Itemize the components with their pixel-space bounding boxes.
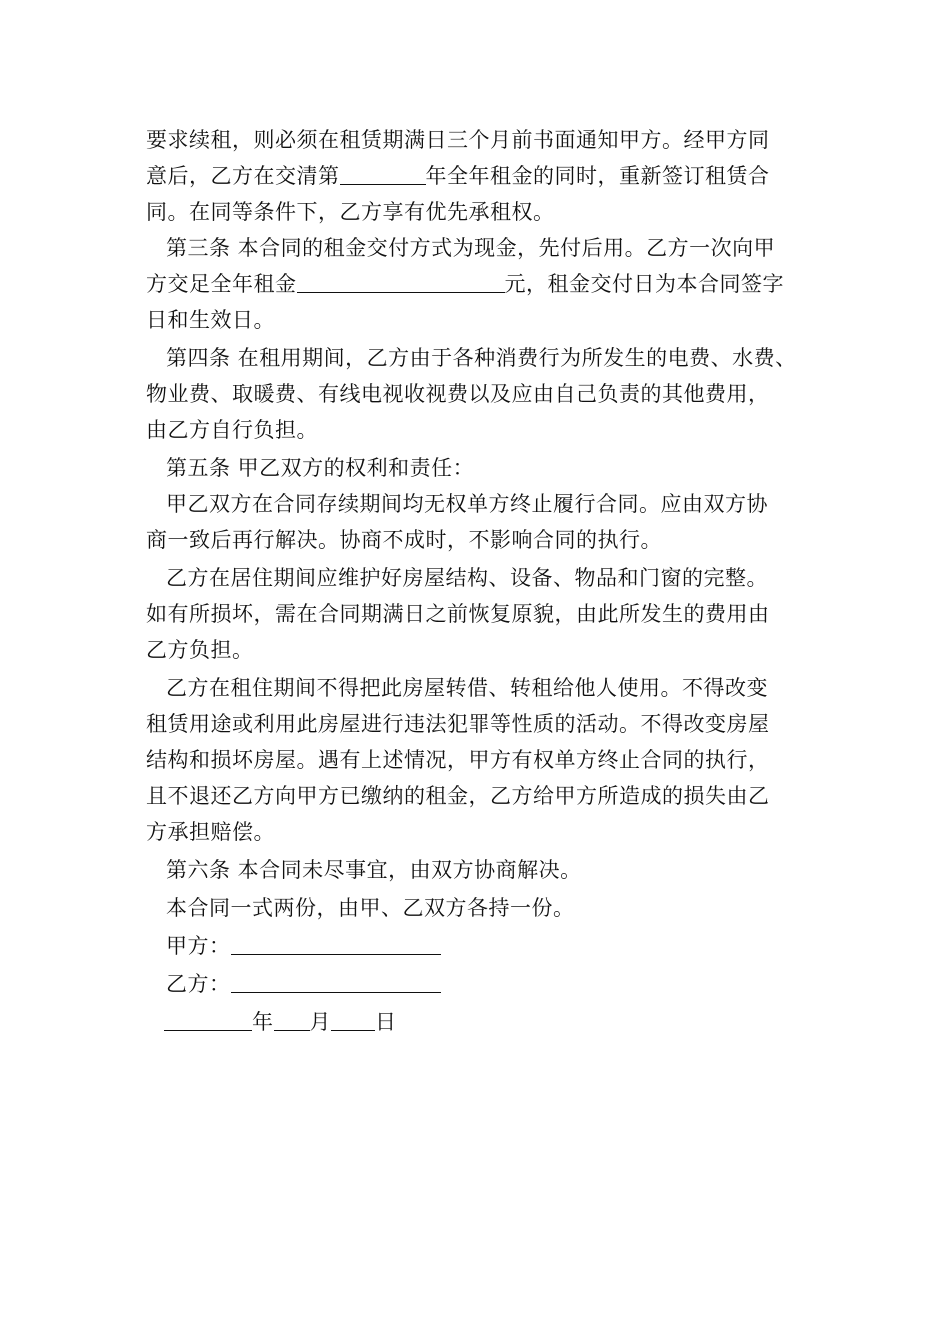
text-line-1 — [146, 126, 770, 154]
article-4-line-3 — [146, 416, 318, 444]
article-4-line-2 — [146, 380, 770, 408]
party-a-signature — [166, 932, 441, 960]
article-5-para-2-line-1 — [166, 564, 768, 592]
article-5-para-3-line-1 — [166, 674, 768, 702]
text: 同。在同等条件下，乙方享有优先承租权。 — [146, 200, 555, 224]
text-line-3 — [146, 198, 555, 226]
text: 第三条 本合同的租金交付方式为现金，先付后用。乙方一次向甲 — [166, 236, 776, 260]
text: 乙方负担。 — [146, 638, 254, 662]
article-5-para-3-line-3 — [146, 746, 770, 774]
article-6 — [166, 856, 582, 884]
year-blank — [340, 164, 426, 185]
text: 要求续租，则必须在租赁期满日三个月前书面通知甲方。经甲方同 — [146, 128, 770, 152]
text: 年全年租金的同时，重新签订租赁合 — [425, 164, 770, 188]
date-line — [164, 1008, 397, 1036]
article-3-line-1 — [166, 234, 775, 262]
article-5-para-1-line-2 — [146, 526, 662, 554]
text: 甲乙双方在合同存续期间均无权单方终止履行合同。应由双方协 — [166, 492, 768, 516]
month-blank — [274, 1010, 310, 1031]
article-3-line-3 — [146, 306, 275, 334]
day-label: 日 — [375, 1010, 397, 1034]
text: 由乙方自行负担。 — [146, 418, 318, 442]
article-5-heading — [166, 454, 474, 482]
text: 方承担赔偿。 — [146, 820, 275, 844]
article-5-para-2-line-2 — [146, 600, 770, 628]
party-b-blank — [231, 972, 441, 993]
text: 乙方在租住期间不得把此房屋转借、转租给他人使用。不得改变 — [166, 676, 768, 700]
article-4-line-1 — [166, 344, 797, 372]
article-5-para-1-line-1 — [166, 490, 768, 518]
rent-amount-blank — [297, 272, 505, 293]
text: 物业费、取暖费、有线电视收视费以及应由自己负责的其他费用， — [146, 382, 770, 406]
article-5-para-3-line-4 — [146, 782, 770, 810]
text: 乙方在居住期间应维护好房屋结构、设备、物品和门窗的完整。 — [166, 566, 768, 590]
text: 第五条 甲乙双方的权利和责任： — [166, 456, 475, 480]
text: 如有所损坏，需在合同期满日之前恢复原貌，由此所发生的费用由 — [146, 602, 770, 626]
party-a-blank — [231, 934, 441, 955]
text: 第四条 在租用期间，乙方由于各种消费行为所发生的电费、水费、 — [166, 346, 797, 370]
text-line-2 — [146, 162, 770, 190]
text: 意后，乙方在交清第 — [146, 164, 340, 188]
party-a-label: 甲方： — [166, 934, 231, 958]
day-blank — [331, 1010, 375, 1031]
text: 商一致后再行解决。协商不成时，不影响合同的执行。 — [146, 528, 662, 552]
article-5-para-3-line-5 — [146, 818, 275, 846]
text: 本合同一式两份，由甲、乙双方各持一份。 — [166, 896, 575, 920]
party-b-signature — [166, 970, 441, 998]
article-3-line-2 — [146, 270, 784, 298]
copies-clause — [166, 894, 575, 922]
text: 第六条 本合同未尽事宜，由双方协商解决。 — [166, 858, 582, 882]
year-label: 年 — [252, 1010, 274, 1034]
text: 日和生效日。 — [146, 308, 275, 332]
text: 且不退还乙方向甲方已缴纳的租金，乙方给甲方所造成的损失由乙 — [146, 784, 770, 808]
year-blank — [164, 1010, 252, 1031]
text: 方交足全年租金 — [146, 272, 297, 296]
month-label: 月 — [309, 1010, 331, 1034]
article-5-para-2-line-3 — [146, 636, 254, 664]
text: 元，租金交付日为本合同签字 — [504, 272, 784, 296]
article-5-para-3-line-2 — [146, 710, 770, 738]
party-b-label: 乙方： — [166, 972, 231, 996]
text: 租赁用途或利用此房屋进行违法犯罪等性质的活动。不得改变房屋 — [146, 712, 770, 736]
text: 结构和损坏房屋。遇有上述情况，甲方有权单方终止合同的执行， — [146, 748, 770, 772]
